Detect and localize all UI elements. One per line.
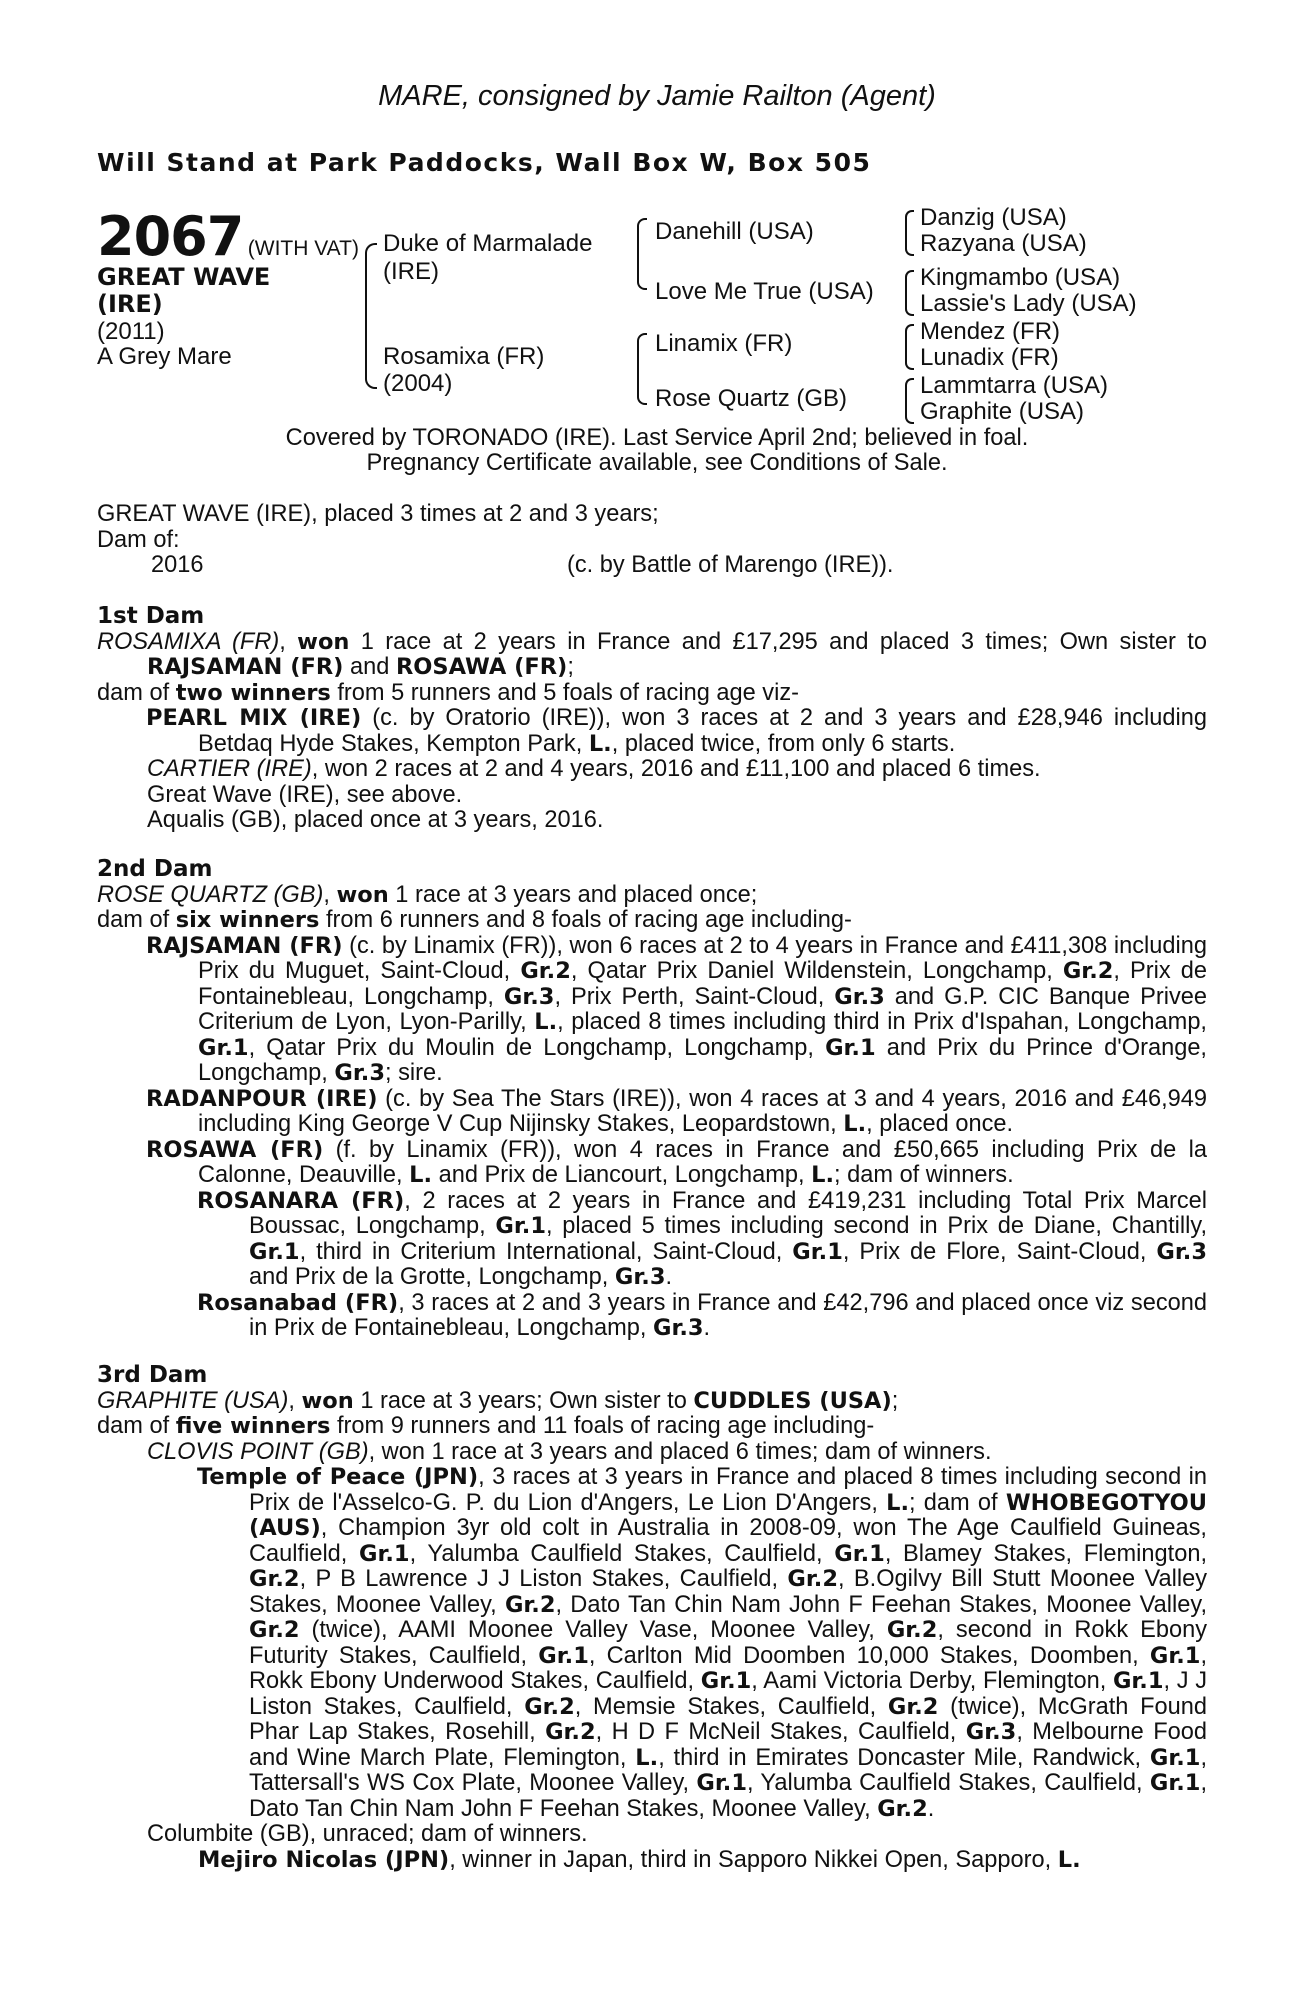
won-label: won (301, 1387, 354, 1414)
pedigree-brace (905, 378, 914, 424)
text: , Qatar Prix Daniel Wildenstein, Longchamp, (570, 958, 1063, 984)
sire-dam: Love Me True (USA) (655, 278, 874, 305)
text: (f. by Linamix (FR)), won 4 races in France and £50,665 including Prix de la Calonne, Deauville, (198, 1136, 1207, 1188)
race-grade: Gr.2 (787, 1566, 838, 1592)
race-grade: L. (811, 1162, 834, 1188)
text: dam of (97, 907, 176, 933)
sibling-name: RAJSAMAN (FR) (147, 654, 344, 680)
second-dam-name: ROSE QUARTZ (GB) (97, 881, 324, 908)
dam-year: (2004) (383, 370, 453, 397)
race-grade: Gr.3 (652, 1315, 704, 1341)
horse-name: RAJSAMAN (FR) (146, 932, 343, 959)
pedigree-brace (637, 333, 647, 405)
horse-name: RADANPOUR (IRE) (146, 1085, 378, 1112)
pedigree-brace (637, 218, 647, 290)
text: , placed 8 times including third in Prix d'Ispahan, Longchamp, (557, 1009, 1207, 1035)
stand-location: Will Stand at Park Paddocks, Wall Box W, Box 505 (97, 148, 872, 177)
race-grade: L. (534, 1009, 558, 1035)
text: , B.Ogilvy Bill Stutt Moonee Valley Stakes, Moonee Valley, (249, 1566, 1208, 1618)
text: dam of (97, 1413, 176, 1439)
race-grade: Gr.1 (1149, 1642, 1201, 1669)
produce-entry: Great Wave (IRE), see above. (147, 781, 463, 808)
race-grade: Gr.3 (503, 983, 555, 1010)
race-grade: Gr.2 (545, 1719, 596, 1745)
horse-name: GREAT WAVE (97, 263, 271, 291)
produce-entry (97, 1440, 1207, 1466)
race-grade: Gr.1 (1149, 1744, 1201, 1771)
text: and Prix de Liancourt, Longchamp, (432, 1162, 812, 1188)
first-dam-heading: 1st Dam (97, 603, 205, 629)
vat-note: (WITH VAT) (247, 237, 359, 260)
text: , Memsie Stakes, Caulfield, (574, 1693, 888, 1720)
race-grade: Gr.2 (524, 1693, 575, 1720)
text: and G.P. CIC Banque Privee Criterium de Lyon, Lyon-Parilly, (198, 983, 1207, 1035)
horse-name: PEARL MIX (IRE) (146, 705, 362, 731)
text: . (703, 1315, 711, 1341)
text: , Dato Tan Chin Nam John F Feehan Stakes, Moonee Valley, (555, 1591, 1207, 1618)
text: . (665, 1264, 673, 1290)
text: from 6 runners and 8 foals of racing age including- (319, 907, 852, 933)
sire-suffix: (IRE) (383, 258, 439, 285)
produce-entry: Columbite (GB), unraced; dam of winners. (147, 1821, 588, 1847)
text: (c. by Linamix (FR)), won 6 races at 2 to 4 years in France and £411,308 including Prix du Muguet, Saint-Cloud, (198, 932, 1207, 984)
produce-detail: (c. by Battle of Marengo (IRE)). (567, 552, 894, 578)
pedigree-dsd: Lunadix (FR) (920, 344, 1059, 371)
produce-entry (97, 1189, 1207, 1291)
produce-record (97, 502, 1207, 579)
race-grade: Gr.1 (825, 1034, 876, 1061)
consignor-title: MARE, consigned by Jamie Railton (Agent) (378, 80, 936, 112)
text: , Carlton Mid Doomben 10,000 Stakes, Doomben, (588, 1642, 1150, 1669)
pedigree-brace (905, 270, 914, 316)
text: , Champion 3yr old colt in Australia in 2008-09, won The Age Caulfield Guineas, Caulfield, (249, 1515, 1207, 1567)
pedigree-dss: Mendez (FR) (920, 318, 1061, 345)
horse-name: CLOVIS POINT (GB) (147, 1438, 369, 1465)
text: (twice), McGrath Found Phar Lap Stakes, Rosehill, (249, 1693, 1208, 1745)
sibling-name: CUDDLES (USA) (693, 1387, 892, 1414)
text: ; dam of winners. (834, 1162, 1014, 1188)
produce-entry: Aqualis (GB), placed once at 3 years, 2016. (147, 807, 604, 833)
text: , Blamey Stakes, Flemington, (884, 1540, 1207, 1567)
dam-sire: Linamix (FR) (655, 330, 793, 357)
text: , Aami Victoria Derby, Flemington, (751, 1668, 1113, 1694)
text: , Prix de Fontainebleau, Longchamp, (198, 958, 1208, 1010)
text: , third in Criterium International, Saint-Cloud, (299, 1238, 793, 1265)
text: , Melbourne Food and Wine March Plate, Flemington, (249, 1719, 1207, 1771)
text: ; sire. (384, 1060, 443, 1086)
foaling-year: (2011) (97, 318, 165, 345)
text: , Yalumba Caulfield Stakes, Caulfield, (409, 1540, 835, 1567)
third-dam-heading: 3rd Dam (97, 1362, 208, 1388)
pedigree-sds: Kingmambo (USA) (920, 264, 1121, 291)
race-grade: Gr.2 (249, 1617, 300, 1643)
horse-description: A Grey Mare (97, 343, 232, 370)
race-grade: Gr.1 (792, 1238, 843, 1265)
race-grade: L. (1057, 1846, 1081, 1873)
text: , won 2 races at 2 and 4 years, 2016 and £11,100 and placed 6 times. (311, 756, 1041, 782)
race-grade: Gr.1 (834, 1540, 885, 1567)
lot-heading (97, 205, 359, 268)
race-grade: Gr.1 (1112, 1668, 1164, 1694)
race-grade: Gr.1 (495, 1213, 546, 1239)
winners-count: two winners (175, 679, 331, 706)
sire-sire: Danehill (USA) (655, 218, 814, 245)
produce-year: 2016 (151, 552, 204, 578)
text: , J J Liston Stakes, Caulfield, (249, 1668, 1207, 1720)
produce-entry (97, 1291, 1207, 1342)
won-label: won (336, 881, 389, 908)
punctuation: ; (891, 1387, 899, 1414)
text: , Prix Perth, Saint-Cloud, (554, 983, 835, 1010)
text: , second in Rokk Ebony Futurity Stakes, Caulfield, (249, 1617, 1208, 1669)
lot-number: 2067 (97, 205, 244, 268)
race-grade: Gr.2 (877, 1795, 928, 1822)
text: , 2 races at 2 years in France and £419,231 including Total Prix Marcel Boussac, Longchamp, (249, 1187, 1207, 1239)
conjunction: and (343, 654, 396, 680)
race-grade: Gr.1 (359, 1540, 410, 1567)
race-grade: Gr.3 (334, 1060, 385, 1086)
first-dam-record: ROSAMIXA (FR), won 1 race at 2 years in France and £17,295 and placed 3 times; Own sister to RAJSAMAN (FR) and ROSAWA (FR); (97, 628, 1207, 680)
race-grade: Gr.2 (504, 1591, 556, 1618)
race-grade: Gr.1 (696, 1770, 747, 1796)
race-grade: Gr.2 (520, 958, 571, 984)
winners-count: six winners (175, 907, 320, 933)
text: and Prix de la Grotte, Longchamp, (249, 1264, 615, 1290)
second-dam-heading: 2nd Dam (97, 856, 213, 882)
race-grade: Gr.3 (834, 983, 885, 1010)
sibling-name: ROSAWA (FR) (395, 654, 568, 680)
race-grade: Gr.3 (614, 1264, 666, 1290)
produce-entry (97, 1465, 1207, 1822)
horse-country: (IRE) (97, 290, 163, 318)
text: (c. by Sea The Stars (IRE)), won 4 races at 3 and 4 years, 2016 and £46,949 including King George V Cup Nijinsky Stakes, Leopardstown, (198, 1085, 1207, 1137)
punctuation: ; (567, 654, 574, 680)
text: , Dato Tan Chin Nam John F Feehan Stakes, Moonee Valley, (249, 1770, 1207, 1822)
text: , Tattersall's WS Cox Plate, Moonee Valley, (249, 1744, 1208, 1796)
horse-name: Mejiro Nicolas (JPN) (198, 1846, 450, 1873)
second-dam-record: ROSE QUARTZ (GB), won 1 race at 3 years and placed once; (97, 881, 758, 908)
produce-entry (97, 1138, 1207, 1189)
race-grade: Gr.2 (887, 1693, 939, 1720)
race-grade: Gr.2 (249, 1566, 300, 1592)
pedigree-brace (365, 243, 377, 389)
race-grade: Gr.1 (538, 1642, 589, 1669)
text: dam of (97, 679, 176, 706)
race-grade: L. (886, 1489, 909, 1516)
third-dam-record: GRAPHITE (USA), won 1 race at 3 years; Own sister to CUDDLES (USA); (97, 1387, 899, 1414)
text: , winner in Japan, third in Sapporo Nikkei Open, Sapporo, (449, 1846, 1058, 1873)
text: (c. by Oratorio (IRE)), won 3 races at 2 and 3 years and £28,946 including Betdaq Hyde Stakes, Kempton Park, (198, 705, 1207, 757)
text: , Qatar Prix du Moulin de Longchamp, Longchamp, (248, 1034, 826, 1061)
dam-dam: Rose Quartz (GB) (655, 385, 848, 412)
pedigree-ddd: Graphite (USA) (920, 398, 1085, 425)
won-label: won (297, 628, 350, 655)
pedigree-ssd: Razyana (USA) (920, 230, 1087, 257)
third-dam-produce-summary (97, 1414, 1207, 1440)
text: and Prix du Prince d'Orange, Longchamp, (198, 1034, 1207, 1086)
race-grade: Gr.1 (1149, 1770, 1201, 1796)
pedigree-brace (905, 210, 914, 256)
produce-entry (97, 934, 1207, 1087)
produce-row (97, 553, 1207, 579)
covered-note: Covered by TORONADO (IRE). Last Service April 2nd; believed in foal. (285, 425, 1029, 451)
dam-of-label: Dam of: (97, 526, 180, 553)
produce-entry (97, 757, 1207, 783)
text: , Prix de Flore, Saint-Cloud, (842, 1238, 1157, 1265)
race-grade: L. (409, 1162, 433, 1188)
pedigree-sdd: Lassie's Lady (USA) (920, 290, 1137, 317)
first-dam-name: ROSAMIXA (FR) (97, 628, 280, 655)
horse-name: ROSAWA (FR) (146, 1136, 324, 1163)
text: 1 race at 3 years; Own sister to (353, 1387, 694, 1414)
text: , 3 races at 2 and 3 years in France and £42,796 and placed once viz second in Prix de Fontainebleau, Longchamp, (249, 1289, 1207, 1341)
text: , H D F McNeil Stakes, Caulfield, (595, 1719, 966, 1745)
race-grade: Gr.1 (700, 1668, 752, 1694)
horse-name: Temple of Peace (JPN) (197, 1464, 479, 1490)
text: , won 1 race at 3 years and placed 6 times; dam of winners. (368, 1438, 992, 1465)
text: , Rokk Ebony Underwood Stakes, Caulfield, (249, 1642, 1207, 1694)
race-grade: Gr.2 (886, 1617, 938, 1643)
horse-name: ROSANARA (FR) (197, 1187, 405, 1214)
text: , P B Lawrence J J Liston Stakes, Caulfield, (299, 1566, 788, 1592)
text: , Yalumba Caulfield Stakes, Caulfield, (746, 1770, 1150, 1796)
dam: Rosamixa (FR) (383, 343, 545, 370)
race-grade: Gr.2 (1062, 958, 1114, 984)
horse-name: Rosanabad (FR) (197, 1289, 399, 1316)
text: 1 race at 3 years and placed once; (388, 881, 758, 908)
text: , third in Emirates Doncaster Mile, Randwick, (658, 1744, 1150, 1771)
pedigree-dds: Lammtarra (USA) (920, 372, 1109, 399)
first-dam-text: 1 race at 2 years in France and £17,295 and placed 3 times; Own sister to (349, 628, 1207, 655)
third-dam-section (97, 1363, 1207, 1873)
produce-entry (97, 706, 1207, 757)
race-grade: L. (843, 1111, 867, 1137)
first-dam-produce-summary (97, 681, 1207, 707)
race-grade: L. (588, 730, 612, 757)
first-dam-section (97, 604, 1207, 834)
second-dam-section (97, 857, 1207, 1342)
text: , placed twice, from only 6 starts. (611, 730, 956, 757)
text: ; dam of (909, 1489, 998, 1516)
sire: Duke of Marmalade (383, 230, 593, 257)
produce-entry (97, 1087, 1207, 1138)
pedigree-brace (905, 324, 914, 370)
winners-count: five winners (175, 1413, 331, 1439)
race-grade: Gr.1 (249, 1238, 300, 1265)
second-dam-produce-summary (97, 908, 1207, 934)
text: from 5 runners and 5 foals of racing age viz- (330, 679, 799, 706)
horse-name: WHOBEGOTYOU (AUS) (249, 1489, 1207, 1541)
produce-entry (97, 1848, 1207, 1874)
text: , placed once. (866, 1111, 1014, 1137)
text: , placed 5 times including second in Prix de Diane, Chantilly, (545, 1213, 1207, 1239)
text: (twice), AAMI Moonee Valley Vase, Moonee Valley, (299, 1617, 887, 1643)
produce-summary: GREAT WAVE (IRE), placed 3 times at 2 and 3 years; (97, 501, 659, 527)
pregnancy-note: Pregnancy Certificate available, see Conditions of Sale. (366, 450, 948, 476)
race-grade: Gr.3 (965, 1719, 1017, 1745)
race-grade: L. (635, 1744, 659, 1771)
horse-name: CARTIER (IRE) (147, 756, 312, 782)
text: from 9 runners and 11 foals of racing age including- (330, 1413, 875, 1439)
text: , 3 races at 3 years in France and placed 8 times including second in Prix de l'Asselco-G. P. du Lion d'Angers, Le Lion D'Angers, (249, 1464, 1207, 1516)
third-dam-name: GRAPHITE (USA) (97, 1387, 289, 1414)
race-grade: Gr.3 (1156, 1238, 1207, 1265)
pedigree-sss: Danzig (USA) (920, 204, 1067, 231)
race-grade: Gr.1 (198, 1034, 249, 1061)
text: . (927, 1795, 935, 1822)
